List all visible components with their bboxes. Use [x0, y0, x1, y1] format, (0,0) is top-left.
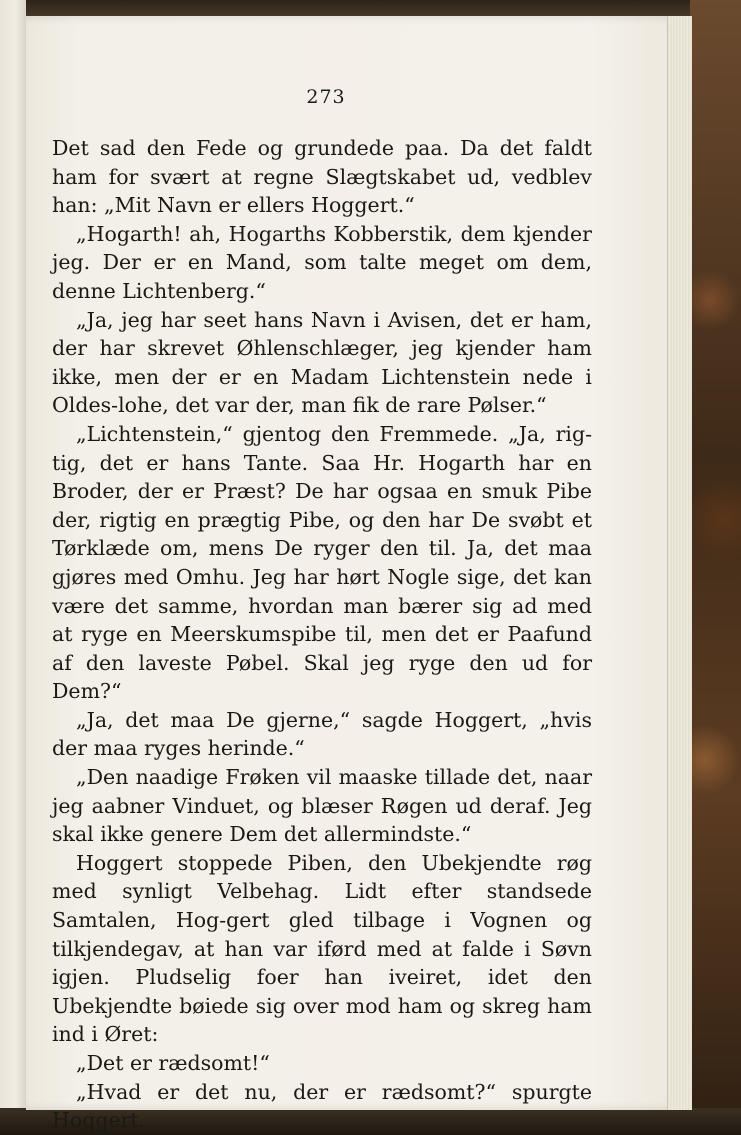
book-page	[26, 16, 692, 1133]
paragraph: „Lichtenstein,“ gjentog den Fremmede. „Ja, rig-tig, det er hans Tante. Saa Hr. Hogarth har en Broder, der er Præst? De har ogsaa en smuk Pibe der, rigtig en prægtig Pibe, og den har De svøbt et Tørklæde om, mens De ryger den til. Ja, det maa gjøres med Omhu. Jeg har hørt Nogle sige, det kan være det samme, hvordan man bærer sig ad med at ryge en Meerskumspibe til, men det er Paafund af den laveste Pøbel. Skal jeg ryge den ud for Dem?“	[52, 421, 592, 704]
paragraph: „Ja, det maa De gjerne,“ sagde Hoggert, „hvis der maa ryges herinde.“	[52, 707, 592, 761]
page-stack-edges	[667, 16, 692, 1110]
facing-page-edge	[0, 0, 26, 1135]
paragraph: „Ja, jeg har seet hans Navn i Avisen, det er ham, der har skrevet Øhlenschlæger, jeg kjender ham ikke, men der er en Madam Lichtenstein nede i Oldes-lohe, det var der, man fik de rare Pølser.“	[52, 307, 592, 418]
marbled-cover	[690, 0, 741, 1135]
paragraph: Hoggert stoppede Piben, den Ubekjendte røg med synligt Velbehag. Lidt efter standsede Samtalen, Hog-gert gled tilbage i Vognen og tilkjendegav, at han var iførd med at falde i Søvn igjen. Pludselig foer han iveiret, idet den Ubekjendte bøiede sig over mod ham og skreg ham ind i Øret:	[52, 850, 592, 1047]
paragraph: „Hvad er det nu, der er rædsomt?“ spurgte Hoggert.	[52, 1079, 592, 1133]
paragraph: „Det er rædsomt!“	[76, 1051, 270, 1075]
body-text	[52, 134, 592, 1135]
page-number: 273	[306, 86, 346, 108]
paragraph: „Hogarth! ah, Hogarths Kobberstik, dem kjender jeg. Der er en Mand, som talte meget om dem, denne Lichtenberg.“	[52, 221, 592, 303]
paragraph: „Den naadige Frøken vil maaske tillade det, naar jeg aabner Vinduet, og blæser Røgen ud deraf. Jeg skal ikke genere Dem det allermindste.“	[52, 765, 592, 847]
paragraph: Det sad den Fede og grundede paa. Da det faldt ham for svært at regne Slægtskabet ud, vedblev han: „Mit Navn er ellers Hoggert.“	[52, 136, 592, 218]
